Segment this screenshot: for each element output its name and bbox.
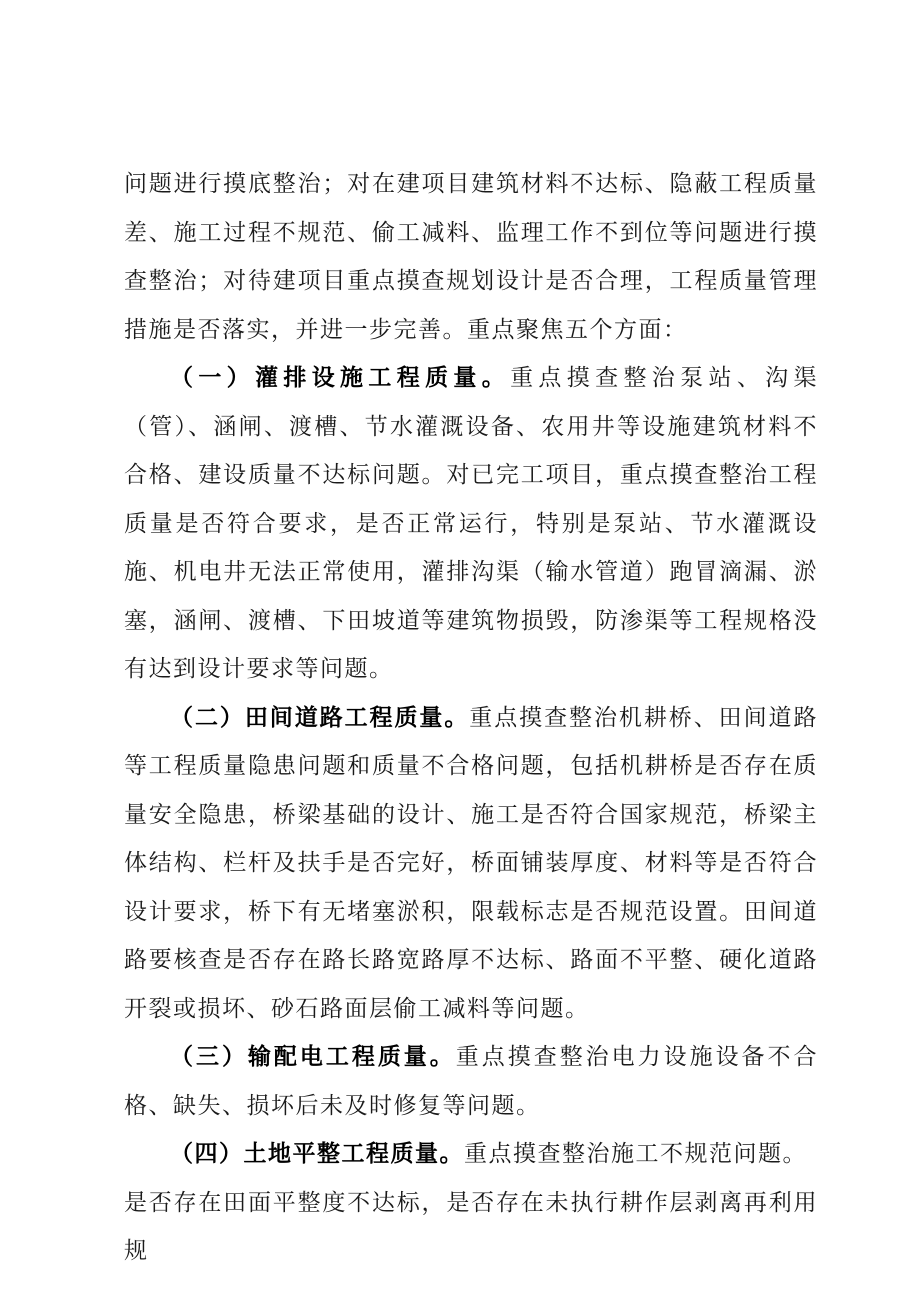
section-field-roads — [124, 694, 818, 1034]
section-land-leveling — [124, 1130, 818, 1179]
section-power-distribution — [124, 1033, 818, 1130]
section-heading: （一）灌排设施工程质量。 — [170, 365, 511, 391]
section-heading: （四）土地平整工程质量。 — [170, 1141, 464, 1167]
section-irrigation — [124, 354, 818, 694]
section-body: 重点摸查整治机耕桥、田间道路等工程质量隐患问题和质量不合格问题，包括机耕桥是否存在质量安全隐患，桥梁基础的设计、施工是否符合国家规范，桥梁主体结构、栏杆及扶手是否完好，桥面铺装厚度、材料等是否符合设计要求，桥下有无堵塞淤积，限载标志是否规范设置。田间道路要核查是否存在路长路宽路厚不达标、路面不平整、硬化道路开裂或损坏、砂石路面层偷工减料等问题。 — [124, 704, 819, 1022]
section-heading: （三）输配电工程质量。 — [170, 1044, 456, 1070]
section-body: 重点摸查整治电力设施设备不合格、缺失、损坏后未及时修复等问题。 — [124, 1044, 819, 1119]
section-land-leveling-continuation: 是否存在田面平整度不达标，是否存在未执行耕作层剥离再利用规 — [124, 1189, 818, 1264]
section-body: 重点摸查整治施工不规范问题。 — [464, 1141, 807, 1167]
section-heading: （二）田间道路工程质量。 — [170, 704, 470, 731]
document-body — [124, 160, 818, 1276]
intro-paragraph: 问题进行摸底整治；对在建项目建筑材料不达标、隐蔽工程质量差、施工过程不规范、偷工减料、监理工作不到位等问题进行摸查整治；对待建项目重点摸查规划设计是否合理，工程质量管理措施是否落实，并进一步完善。重点聚焦五个方面： — [124, 171, 818, 343]
section-body: 重点摸查整治泵站、沟渠（管）、涵闸、渡槽、节水灌溉设备、农用井等设施建筑材料不合格、建设质量不达标问题。对已完工项目，重点摸查整治工程质量是否符合要求，是否正常运行，特别是泵站、节水灌溉设施、机电井无法正常使用，灌排沟渠（输水管道）跑冒滴漏、淤塞，涵闸、渡槽、下田坡道等建筑物损毁，防渗渠等工程规格没有达到设计要求等问题。 — [124, 365, 819, 682]
